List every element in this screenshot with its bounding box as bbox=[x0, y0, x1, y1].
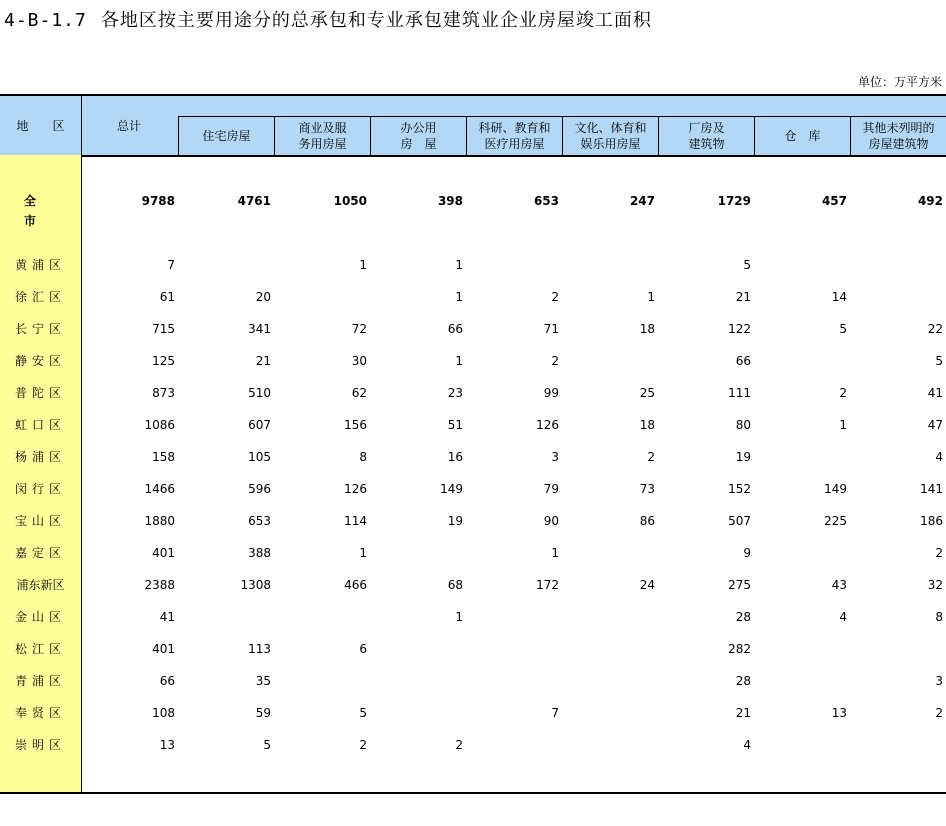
table-cell: 32 bbox=[927, 578, 943, 592]
table-cell: 90 bbox=[543, 514, 559, 528]
table-cell: 4 bbox=[935, 450, 943, 464]
table-cell: 41 bbox=[927, 386, 943, 400]
table-cell: 125 bbox=[152, 354, 175, 368]
table-cell: 1 bbox=[455, 290, 463, 304]
table-cell: 66 bbox=[159, 674, 175, 688]
table-cell: 108 bbox=[152, 706, 175, 720]
table-cell: 715 bbox=[152, 322, 175, 336]
table-cell: 158 bbox=[152, 450, 175, 464]
table-cell: 62 bbox=[351, 386, 367, 400]
table-cell: 507 bbox=[728, 514, 751, 528]
table-cell: 653 bbox=[248, 514, 271, 528]
table-cell: 4761 bbox=[237, 194, 271, 208]
table-row bbox=[0, 287, 946, 307]
table-cell: 59 bbox=[255, 706, 271, 720]
table-cell: 2 bbox=[551, 290, 559, 304]
header-col-line: 房 屋 bbox=[400, 136, 437, 151]
header-col-line: 商业及服 bbox=[298, 120, 347, 135]
table-cell: 398 bbox=[437, 194, 463, 208]
table-cell: 401 bbox=[152, 642, 175, 656]
table-cell: 1308 bbox=[240, 578, 271, 592]
table-cell: 20 bbox=[255, 290, 271, 304]
table-cell: 2 bbox=[551, 354, 559, 368]
header-col-line: 医疗用房屋 bbox=[484, 136, 545, 151]
table-cell: 43 bbox=[831, 578, 847, 592]
table-row bbox=[0, 671, 946, 691]
table-row bbox=[0, 543, 946, 563]
table-cell: 22 bbox=[927, 322, 943, 336]
table-cell: 341 bbox=[248, 322, 271, 336]
table-cell: 2 bbox=[647, 450, 655, 464]
table-cell: 41 bbox=[159, 610, 175, 624]
table-cell: 1 bbox=[359, 546, 367, 560]
table-cell: 14 bbox=[831, 290, 847, 304]
table-cell: 275 bbox=[728, 578, 751, 592]
table-cell: 1 bbox=[647, 290, 655, 304]
table-cell: 5 bbox=[935, 354, 943, 368]
table-cell: 492 bbox=[917, 194, 943, 208]
table-number: 4-B-1.7 bbox=[4, 10, 87, 31]
table-cell: 28 bbox=[735, 610, 751, 624]
table-cell: 1 bbox=[551, 546, 559, 560]
header-col-line: 文化、体育和 bbox=[574, 120, 647, 135]
table-cell: 2 bbox=[935, 706, 943, 720]
table-cell: 401 bbox=[152, 546, 175, 560]
region-name: 松江区 bbox=[14, 642, 66, 656]
unit-label: 单位：万平方米 bbox=[857, 75, 942, 89]
table-cell: 21 bbox=[255, 354, 271, 368]
table-cell: 126 bbox=[344, 482, 367, 496]
header-col-7 bbox=[754, 116, 850, 155]
table-cell: 25 bbox=[639, 386, 655, 400]
header-col-2 bbox=[274, 116, 370, 155]
table-cell: 8 bbox=[359, 450, 367, 464]
table-cell: 111 bbox=[728, 386, 751, 400]
table-row bbox=[0, 607, 946, 627]
header-col-line: 厂房及 bbox=[688, 120, 725, 135]
table-cell: 156 bbox=[344, 418, 367, 432]
table-cell: 1 bbox=[359, 258, 367, 272]
region-name: 浦东新区 bbox=[16, 578, 65, 592]
region-name: 徐汇区 bbox=[14, 290, 66, 304]
page-title bbox=[4, 6, 652, 32]
header-region: 地 区 bbox=[16, 119, 65, 133]
table-cell: 66 bbox=[447, 322, 463, 336]
header-col-6 bbox=[658, 116, 754, 155]
table-cell: 47 bbox=[927, 418, 943, 432]
table-cell: 35 bbox=[255, 674, 271, 688]
header-col-5 bbox=[562, 116, 658, 155]
table-row bbox=[0, 319, 946, 339]
region-name: 静安区 bbox=[14, 354, 66, 368]
table-cell: 1466 bbox=[144, 482, 175, 496]
table-cell: 466 bbox=[344, 578, 367, 592]
table-cell: 1 bbox=[455, 610, 463, 624]
table-row bbox=[0, 735, 946, 755]
table-cell: 1880 bbox=[144, 514, 175, 528]
table-cell: 21 bbox=[735, 706, 751, 720]
table-row bbox=[0, 575, 946, 595]
table-cell: 3 bbox=[935, 674, 943, 688]
table-cell: 225 bbox=[824, 514, 847, 528]
table-cell: 7 bbox=[167, 258, 175, 272]
table-cell: 1 bbox=[839, 418, 847, 432]
table-cell: 19 bbox=[735, 450, 751, 464]
table-cell: 13 bbox=[831, 706, 847, 720]
table-cell: 1086 bbox=[144, 418, 175, 432]
table-cell: 141 bbox=[920, 482, 943, 496]
table-row bbox=[0, 255, 946, 275]
table-row bbox=[0, 447, 946, 467]
table-row bbox=[0, 479, 946, 499]
header-col-4 bbox=[466, 116, 562, 155]
table-cell: 80 bbox=[735, 418, 751, 432]
table-cell: 79 bbox=[543, 482, 559, 496]
table-cell: 66 bbox=[735, 354, 751, 368]
table-row bbox=[0, 351, 946, 371]
table-cell: 73 bbox=[639, 482, 655, 496]
table-cell: 5 bbox=[359, 706, 367, 720]
table-cell: 6 bbox=[359, 642, 367, 656]
region-name: 青浦区 bbox=[14, 674, 66, 688]
header-col-line: 住宅房屋 bbox=[202, 128, 251, 143]
table-row-total bbox=[0, 191, 946, 228]
table-header bbox=[0, 94, 946, 157]
table-cell: 5 bbox=[263, 738, 271, 752]
table-cell: 114 bbox=[344, 514, 367, 528]
table-cell: 9 bbox=[743, 546, 751, 560]
table-cell: 30 bbox=[351, 354, 367, 368]
header-total: 总计 bbox=[116, 119, 141, 133]
table-cell: 16 bbox=[447, 450, 463, 464]
table-cell: 99 bbox=[543, 386, 559, 400]
header-col-line: 房屋建筑物 bbox=[868, 136, 929, 151]
header-col-line: 仓 库 bbox=[784, 128, 821, 143]
header-col-line: 建筑物 bbox=[688, 136, 725, 151]
region-name: 奉贤区 bbox=[14, 706, 66, 720]
region-name: 普陀区 bbox=[14, 386, 66, 400]
table-cell: 8 bbox=[935, 610, 943, 624]
region-name: 长宁区 bbox=[14, 322, 66, 336]
table-cell: 86 bbox=[639, 514, 655, 528]
table-cell: 2 bbox=[359, 738, 367, 752]
header-col-line: 娱乐用房屋 bbox=[580, 136, 641, 151]
region-name: 闵行区 bbox=[14, 482, 66, 496]
table-cell: 28 bbox=[735, 674, 751, 688]
table-cell: 149 bbox=[440, 482, 463, 496]
region-name: 崇明区 bbox=[14, 738, 66, 752]
table-cell: 7 bbox=[551, 706, 559, 720]
table-cell: 23 bbox=[447, 386, 463, 400]
table-cell: 72 bbox=[351, 322, 367, 336]
table-cell: 5 bbox=[839, 322, 847, 336]
table-cell: 18 bbox=[639, 418, 655, 432]
table-cell: 4 bbox=[743, 738, 751, 752]
table-cell: 873 bbox=[152, 386, 175, 400]
table-cell: 2 bbox=[455, 738, 463, 752]
table-cell: 105 bbox=[248, 450, 271, 464]
header-divider bbox=[81, 94, 82, 155]
region-name: 黄浦区 bbox=[14, 258, 66, 272]
table-cell: 68 bbox=[447, 578, 463, 592]
table-cell: 19 bbox=[447, 514, 463, 528]
table-cell: 113 bbox=[248, 642, 271, 656]
table-cell: 24 bbox=[639, 578, 655, 592]
table-cell: 2 bbox=[935, 546, 943, 560]
header-col-line: 其他未列明的 bbox=[862, 120, 935, 135]
table-cell: 4 bbox=[839, 610, 847, 624]
table-row bbox=[0, 415, 946, 435]
table-cell: 388 bbox=[248, 546, 271, 560]
table-cell: 9788 bbox=[141, 194, 175, 208]
region-name: 全市 bbox=[24, 194, 63, 228]
table-cell: 149 bbox=[824, 482, 847, 496]
table-cell: 172 bbox=[536, 578, 559, 592]
table-cell: 13 bbox=[159, 738, 175, 752]
table-cell: 1050 bbox=[333, 194, 367, 208]
table-cell: 186 bbox=[920, 514, 943, 528]
table-cell: 5 bbox=[743, 258, 751, 272]
table-cell: 126 bbox=[536, 418, 559, 432]
header-col-3 bbox=[370, 116, 466, 155]
table-cell: 2388 bbox=[144, 578, 175, 592]
table-cell: 510 bbox=[248, 386, 271, 400]
region-column bbox=[0, 155, 82, 792]
table-cell: 122 bbox=[728, 322, 751, 336]
region-name: 嘉定区 bbox=[14, 546, 66, 560]
region-name: 杨浦区 bbox=[14, 450, 66, 464]
table-cell: 61 bbox=[159, 290, 175, 304]
table-title: 各地区按主要用途分的总承包和专业承包建筑业企业房屋竣工面积 bbox=[100, 10, 652, 31]
table-cell: 247 bbox=[629, 194, 655, 208]
table-cell: 71 bbox=[543, 322, 559, 336]
table-cell: 51 bbox=[447, 418, 463, 432]
table-cell: 3 bbox=[551, 450, 559, 464]
region-name: 宝山区 bbox=[14, 514, 66, 528]
table-row bbox=[0, 383, 946, 403]
region-name: 虹口区 bbox=[14, 418, 66, 432]
table-cell: 18 bbox=[639, 322, 655, 336]
table-cell: 1729 bbox=[717, 194, 751, 208]
table-cell: 1 bbox=[455, 258, 463, 272]
table-row bbox=[0, 703, 946, 723]
region-name: 金山区 bbox=[14, 610, 66, 624]
table-cell: 457 bbox=[821, 194, 847, 208]
table-cell: 596 bbox=[248, 482, 271, 496]
table-row bbox=[0, 639, 946, 659]
table-cell: 2 bbox=[839, 386, 847, 400]
table-cell: 607 bbox=[248, 418, 271, 432]
table-cell: 282 bbox=[728, 642, 751, 656]
header-col-line: 务用房屋 bbox=[298, 136, 347, 151]
table-bottom-rule bbox=[0, 792, 946, 794]
table-cell: 653 bbox=[533, 194, 559, 208]
table-row bbox=[0, 511, 946, 531]
table-cell: 1 bbox=[455, 354, 463, 368]
table-cell: 21 bbox=[735, 290, 751, 304]
header-col-line: 科研、教育和 bbox=[478, 120, 551, 135]
header-col-1 bbox=[178, 116, 274, 155]
header-col-8 bbox=[850, 116, 946, 155]
table-cell: 152 bbox=[728, 482, 751, 496]
header-col-line: 办公用 bbox=[400, 120, 437, 135]
